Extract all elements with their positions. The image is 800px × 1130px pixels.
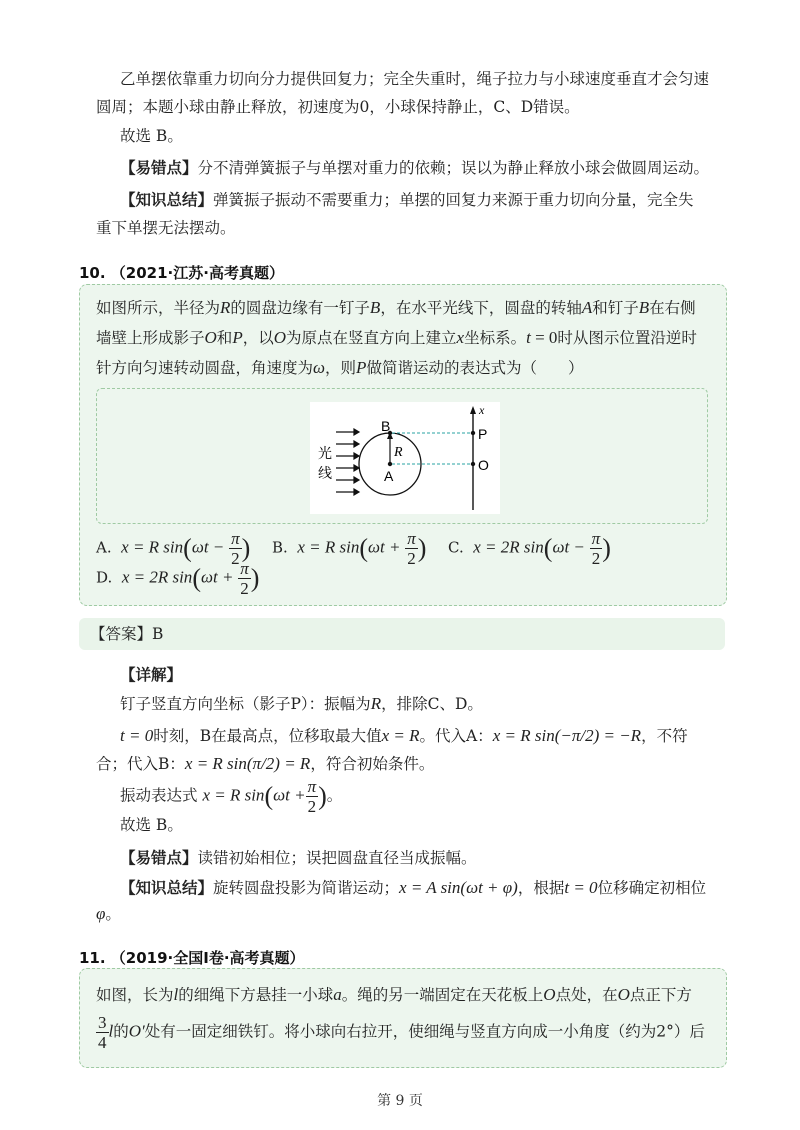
figure-background	[310, 402, 500, 514]
detail-summary: 【知识总结】旋转圆盘投影为简谐运动；x = A sin(ωt + φ)，根据t = 0位移确定初相位	[120, 878, 707, 897]
light-label-1: 光	[318, 446, 332, 462]
detail-line-1: 钉子竖直方向坐标（影子P）：振幅为R，排除C、D。	[120, 694, 483, 713]
prev-summary-cont: 重下单摆无法摆动。	[96, 219, 236, 237]
detail-error-point: 【易错点】读错初始相位；误把圆盘直径当成振幅。	[120, 848, 477, 867]
light-label-2: 线	[318, 466, 332, 482]
option-a[interactable]: A. x = R sin(ωt − $\frac{\pi}{2}$ )	[96, 529, 251, 568]
q10-text-line-3: 针方向匀速转动圆盘，角速度为ω，则P做简谐运动的表达式为（ ）	[96, 358, 584, 377]
option-d[interactable]: D. x = 2R sin(ωt + $\frac{\pi}{2}$ )	[96, 559, 260, 598]
label-b: B	[381, 418, 391, 434]
q10-heading: 10. （2021·江苏·高考真题）	[79, 264, 284, 282]
axis-point-a	[388, 462, 392, 466]
prev-error-point: 【易错点】分不清弹簧振子与单摆对重力的依赖；误以为静止释放小球会做圆周运动。	[120, 158, 710, 177]
prev-summary: 【知识总结】弹簧振子振动不需要重力；单摆的回复力来源于重力切向分量，完全失	[120, 190, 694, 209]
q10-text-line-1: 如图所示，半径为R的圆盘边缘有一钉子B，在水平光线下，圆盘的转轴A和钉子B在右侧	[96, 298, 696, 317]
label-a: A	[384, 468, 394, 484]
page-number: 第 9 页	[377, 1093, 423, 1109]
option-b[interactable]: B. x = R sin(ωt + $\frac{\pi}{2}$ )	[272, 529, 427, 568]
answer-text: 【答案】B	[90, 625, 164, 643]
option-c[interactable]: C. x = 2R sin(ωt − $\frac{\pi}{2}$ )	[448, 529, 611, 568]
prev-line-2: 圆周；本题小球由静止释放，初速度为0，小球保持静止，C、D错误。	[96, 98, 580, 116]
detail-line-2: t = 0时刻，B在最高点，位移取最大值x = R。代入A：x = R sin(−π/2) = −R，不符	[120, 726, 688, 745]
detail-title: 【详解】	[120, 665, 183, 684]
label-p: P	[478, 426, 488, 442]
detail-line-4: 振动表达式 x = R sin(ωt + $\frac{\pi}{2}$ )。	[120, 777, 343, 816]
shadow-point-p	[471, 431, 475, 435]
detail-summary-cont: φ。	[96, 904, 121, 923]
rotating-disk-figure	[310, 402, 500, 514]
q11-text-line-1: 如图，长为l的细绳下方悬挂一小球a。绳的另一端固定在天花板上O点处，在O点正下方	[96, 985, 692, 1004]
detail-choose: 故选 B。	[120, 816, 183, 834]
label-x: x	[479, 403, 485, 417]
answer-box	[79, 618, 725, 650]
detail-line-3: 合；代入B：x = R sin(π/2) = R，符合初始条件。	[96, 754, 435, 773]
q10-text-line-2: 墙壁上形成影子O和P，以O为原点在竖直方向上建立x坐标系。t = 0时从图示位置沿逆时	[96, 328, 697, 347]
label-r: R	[394, 445, 403, 460]
prev-line-1: 乙单摆依靠重力切向分力提供回复力；完全失重时，绳子拉力与小球速度垂直才会匀速	[120, 70, 710, 88]
shadow-point-o	[471, 462, 475, 466]
prev-choose: 故选 B。	[120, 127, 183, 145]
q11-heading: 11. （2019·全国I卷·高考真题）	[79, 949, 305, 967]
label-o: O	[478, 457, 489, 473]
q11-text-line-2: $\frac{3}{4}$ l的O′处有一固定细铁钉。将小球向右拉开，使细绳与竖直方向成一小角度（约为2°）后	[98, 1013, 705, 1052]
